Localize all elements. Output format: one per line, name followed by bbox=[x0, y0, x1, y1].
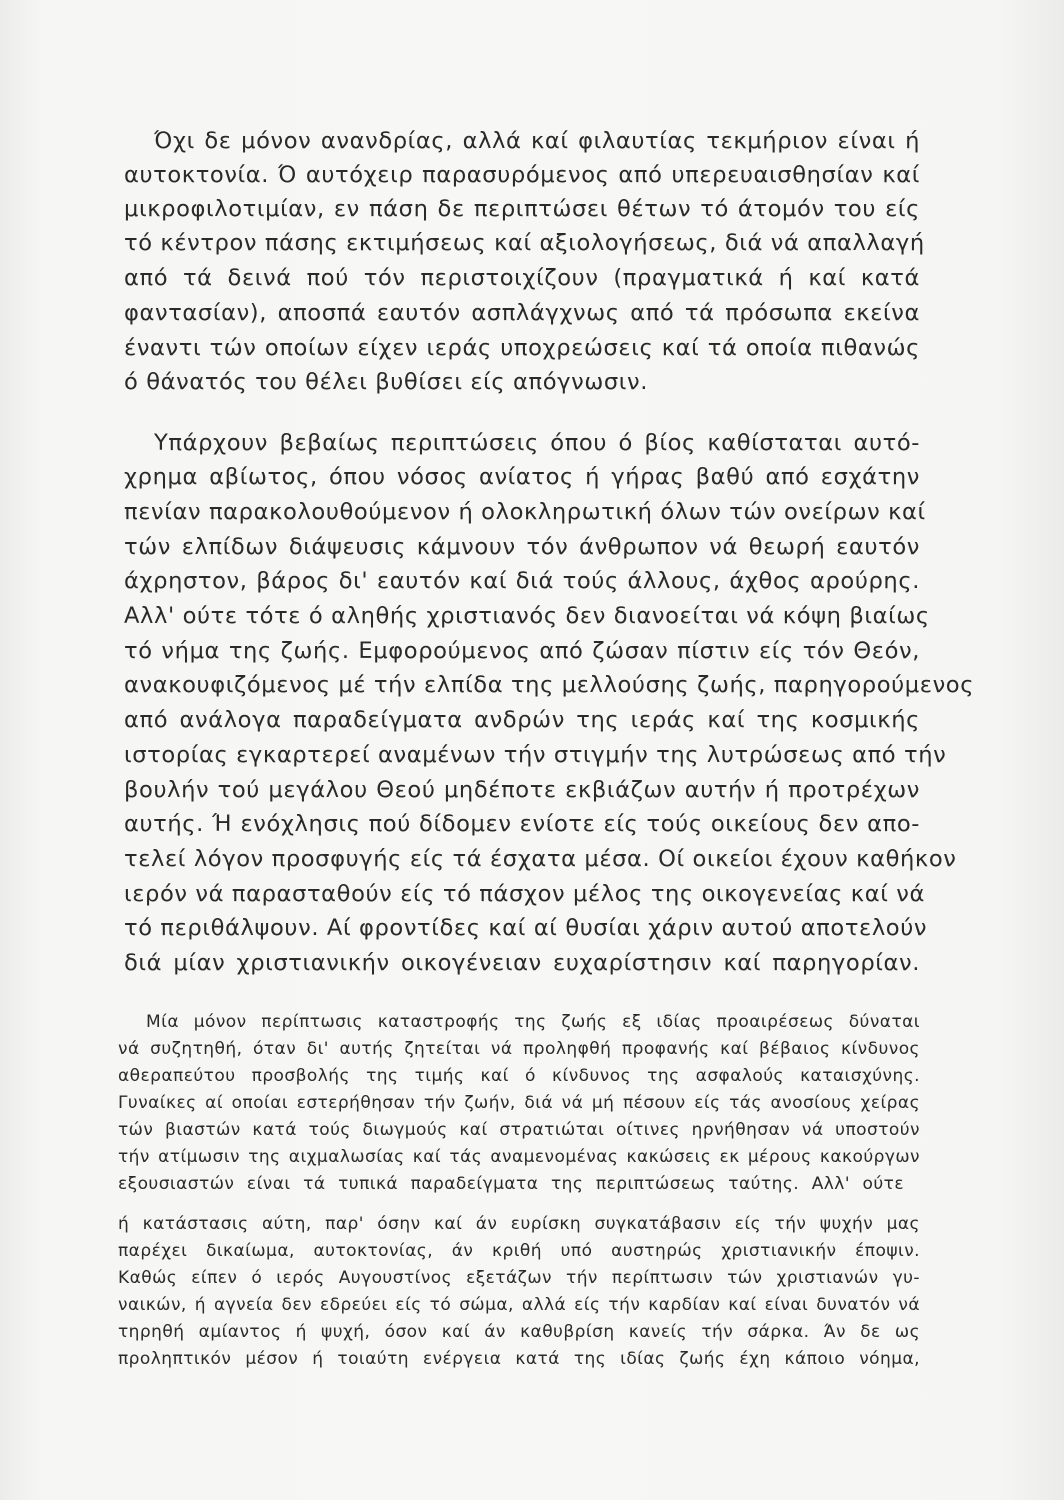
footnote-line-7: εξουσιαστών είναι τά τυπικά παραδείγματα της περιπτώσεως ταύτης. Αλλ' ούτε bbox=[118, 1174, 904, 1194]
body-line-17: από ανάλογα παραδείγματα ανδρών της ιεράς καί της κοσμικής bbox=[124, 707, 920, 733]
footnote-line-12: τηρηθή αμίαντος ή ψυχή, όσον καί άν καθυβρίση κανείς τήν σάρκα. Άν δε ως bbox=[118, 1322, 920, 1342]
footnote-line-5: τών βιαστών κατά τούς διωγμούς καί στρατιώται οίτινες ηρνήθησαν νά υποστούν bbox=[118, 1120, 920, 1140]
body-line-7: έναντι τών οποίων είχεν ιεράς υποχρεώσεις καί τά οποία πιθανώς bbox=[124, 335, 920, 361]
footnote-line-9: παρέχει δικαίωμα, αυτοκτονίας, άν κριθή υπό αυστηρώς χριστιανικήν έποψιν. bbox=[118, 1241, 920, 1261]
footnote-line-11: ναικών, ή αγνεία δεν εδρεύει είς τό σώμα, αλλά είς τήν καρδίαν καί είναι δυνατόν νά bbox=[118, 1295, 920, 1315]
body-line-6: φαντασίαν), αποσπά εαυτόν ασπλάγχνως από τά πρόσωπα εκείνα bbox=[124, 300, 920, 326]
footnote-line-8: ή κατάστασις αύτη, παρ' όσην καί άν ευρίσκη συγκατάβασιν είς τήν ψυχήν μας bbox=[118, 1214, 920, 1234]
body-line-4: τό κέντρον πάσης εκτιμήσεως καί αξιολογήσεως, διά νά απαλλαγή bbox=[124, 230, 925, 256]
body-line-5: από τά δεινά πού τόν περιστοιχίζουν (πραγματικά ή καί κατά bbox=[124, 265, 920, 291]
body-line-20: αυτής. Ή ενόχλησις πού δίδομεν ενίοτε είς τούς οικείους δεν απο- bbox=[124, 811, 920, 837]
footnote-line-2: νά συζητηθή, όταν δι' αυτής ζητείται νά προληφθή προφανής καί βέβαιος κίνδυνος bbox=[118, 1039, 920, 1059]
body-line-22: ιερόν νά παρασταθούν είς τό πάσχον μέλος της οικογενείας καί νά bbox=[124, 881, 925, 907]
body-line-21: τελεί λόγον προσφυγής είς τά έσχατα μέσα. Οί οικείοι έχουν καθήκον bbox=[124, 846, 957, 872]
body-line-24: διά μίαν χριστιανικήν οικογένειαν ευχαρίστησιν καί παρηγορίαν. bbox=[124, 950, 920, 976]
body-line-10: χρημα αβίωτος, όπου νόσος ανίατος ή γήρας βαθύ από εσχάτην bbox=[124, 464, 920, 490]
body-line-13: άχρηστον, βάρος δι' εαυτόν καί διά τούς άλλους, άχθος αρούρης. bbox=[124, 568, 920, 594]
body-line-18: ιστορίας εγκαρτερεί αναμένων τήν στιγμήν της λυτρώσεως από τήν bbox=[124, 742, 947, 768]
body-line-11: πενίαν παρακολουθούμενον ή ολοκληρωτική όλων τών ονείρων καί bbox=[124, 499, 926, 525]
body-line-1: Όχι δε μόνον ανανδρίας, αλλά καί φιλαυτίας τεκμήριον είναι ή bbox=[154, 128, 920, 154]
footnote-line-1: Μία μόνον περίπτωσις καταστροφής της ζωής εξ ιδίας προαιρέσεως δύναται bbox=[146, 1012, 920, 1032]
body-line-19: βουλήν τού μεγάλου Θεού μηδέποτε εκβιάζων αυτήν ή προτρέχων bbox=[124, 777, 920, 803]
body-line-16: ανακουφιζόμενος μέ τήν ελπίδα της μελλούσης ζωής, παρηγορούμενος bbox=[124, 672, 975, 698]
footnote-line-10: Καθώς είπεν ό ιερός Αυγουστίνος εξετάζων τήν περίπτωσιν τών χριστιανών γυ- bbox=[118, 1268, 920, 1288]
footnote-line-3: αθεραπεύτου προσβολής της τιμής καί ό κίνδυνος της ασφαλούς καταισχύνης. bbox=[118, 1066, 920, 1086]
body-line-3: μικροφιλοτιμίαν, εν πάση δε περιπτώσει θέτων τό άτομόν του είς bbox=[124, 196, 920, 222]
body-line-12: τών ελπίδων διάψευσις κάμνουν τόν άνθρωπον νά θεωρή εαυτόν bbox=[124, 534, 920, 560]
footnote-line-4: Γυναίκες αί οποίαι εστερήθησαν τήν ζωήν, διά νά μή πέσουν είς τάς ανοσίους χείρας bbox=[118, 1093, 920, 1113]
body-line-8: ό θάνατός του θέλει βυθίσει είς απόγνωσιν. bbox=[124, 369, 649, 395]
body-line-14: Αλλ' ούτε τότε ό αληθής χριστιανός δεν διανοείται νά κόψη βιαίως bbox=[124, 603, 930, 629]
body-line-15: τό νήμα της ζωής. Εμφορούμενος από ζώσαν πίστιν είς τόν Θεόν, bbox=[124, 638, 920, 664]
body-line-2: αυτοκτονία. Ό αυτόχειρ παρασυρόμενος από υπερευαισθησίαν καί bbox=[124, 162, 920, 188]
body-line-23: τό περιθάλψουν. Αί φροντίδες καί αί θυσίαι χάριν αυτού αποτελούν bbox=[124, 915, 928, 941]
footnote-line-13: προληπτικόν μέσον ή τοιαύτη ενέργεια κατά της ιδίας ζωής έχη κάποιο νόημα, bbox=[118, 1349, 920, 1369]
body-line-9: Υπάρχουν βεβαίως περιπτώσεις όπου ό βίος καθίσταται αυτό- bbox=[154, 430, 920, 456]
footnote-line-6: τήν ατίμωσιν της αιχμαλωσίας καί τάς αναμενομένας κακώσεις εκ μέρους κακούργων bbox=[118, 1147, 920, 1167]
